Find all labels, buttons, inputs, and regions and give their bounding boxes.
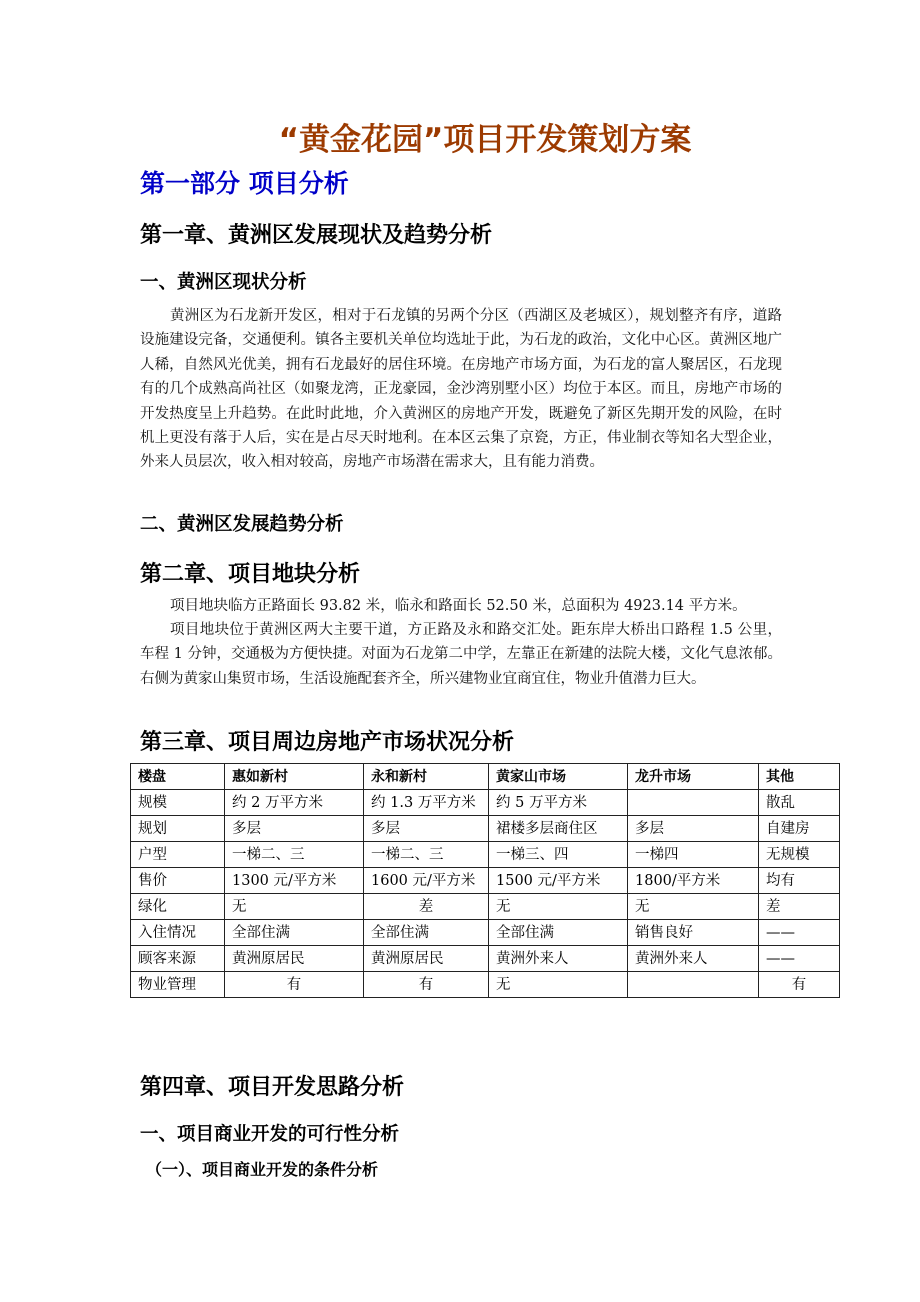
table-cell: 全部住满 — [364, 920, 489, 946]
table-cell: 顾客来源 — [131, 946, 225, 972]
table-cell: 约 5 万平方米 — [489, 790, 628, 816]
table-cell: 均有 — [759, 868, 840, 894]
table-cell: 无规模 — [759, 842, 840, 868]
table-cell: 差 — [759, 894, 840, 920]
table-header-cell: 永和新村 — [364, 764, 489, 790]
table-cell: 绿化 — [131, 894, 225, 920]
table-cell: 约 1.3 万平方米 — [364, 790, 489, 816]
table-cell: 自建房 — [759, 816, 840, 842]
table-cell: 多层 — [364, 816, 489, 842]
table-row — [131, 946, 840, 972]
table-cell: 全部住满 — [225, 920, 364, 946]
table-cell: 有 — [759, 972, 840, 998]
table-cell: 有 — [225, 972, 364, 998]
table-row — [131, 972, 840, 998]
table-cell: 规划 — [131, 816, 225, 842]
chapter1-section1-heading: 一、黄洲区现状分析 — [140, 272, 307, 293]
table-cell: 无 — [225, 894, 364, 920]
table-cell: 散乱 — [759, 790, 840, 816]
table-header-cell: 惠如新村 — [225, 764, 364, 790]
table-cell: 1300 元/平方米 — [225, 868, 364, 894]
table-cell: 多层 — [628, 816, 759, 842]
table-header-cell: 黄家山市场 — [489, 764, 628, 790]
table-cell: 1500 元/平方米 — [489, 868, 628, 894]
part-heading: 第一部分 项目分析 — [140, 169, 349, 198]
table-header-cell: 其他 — [759, 764, 840, 790]
chapter4-section1-heading: 一、项目商业开发的可行性分析 — [140, 1124, 400, 1145]
chapter1-heading: 第一章、黄洲区发展现状及趋势分析 — [140, 223, 493, 248]
table-cell: 1800/平方米 — [628, 868, 759, 894]
table-cell: 全部住满 — [489, 920, 628, 946]
table-cell: 无 — [489, 972, 628, 998]
chapter4-heading: 第四章、项目开发思路分析 — [140, 1075, 405, 1100]
table-cell: 裙楼多层商住区 — [489, 816, 628, 842]
chapter1-section2-heading: 二、黄洲区发展趋势分析 — [140, 514, 344, 535]
table-cell: 一梯三、四 — [489, 842, 628, 868]
table-cell: 物业管理 — [131, 972, 225, 998]
table-cell: 黄洲原居民 — [364, 946, 489, 972]
table-header-cell: 龙升市场 — [628, 764, 759, 790]
chapter2-heading: 第二章、项目地块分析 — [140, 562, 361, 587]
chapter4-subsection1-heading: （一）、项目商业开发的条件分析 — [146, 1160, 379, 1179]
table-cell: —— — [759, 920, 840, 946]
table-cell: 无 — [489, 894, 628, 920]
table-cell: 规模 — [131, 790, 225, 816]
table-cell: 有 — [364, 972, 489, 998]
table-cell: 一梯二、三 — [364, 842, 489, 868]
table-cell: 黄洲外来人 — [628, 946, 759, 972]
table-header-cell: 楼盘 — [131, 764, 225, 790]
table-row — [131, 842, 840, 868]
table-cell: 户型 — [131, 842, 225, 868]
table-cell: 差 — [364, 894, 489, 920]
table-row — [131, 816, 840, 842]
chapter3-heading: 第三章、项目周边房地产市场状况分析 — [140, 730, 515, 755]
table-cell: 多层 — [225, 816, 364, 842]
table-row — [131, 894, 840, 920]
table-cell: 销售良好 — [628, 920, 759, 946]
market-comparison-table — [130, 763, 840, 998]
table-row — [131, 868, 840, 894]
table-cell: 无 — [628, 894, 759, 920]
table-cell: 黄洲外来人 — [489, 946, 628, 972]
chapter2-paragraph-1: 项目地块临方正路面长 93.82 米，临永和路面长 52.50 米，总面积为 4923.14 平方米。 — [170, 598, 747, 614]
table-cell: 入住情况 — [131, 920, 225, 946]
table-cell: 约 2 万平方米 — [225, 790, 364, 816]
table-row — [131, 790, 840, 816]
chapter2-paragraph-2: 项目地块位于黄洲区两大主要干道，方正路及永和路交汇处。距东岸大桥出口路程 1.5 公里，车程 1 分钟，交通极为方便快捷。对面为石龙第二中学，左靠正在新建的法院大楼，文化气息浓郁。右侧为黄家山集贸市场，生活设施配套齐全，所兴建物业宜商宜住，物业升值潜力巨大。 — [140, 622, 782, 687]
table-row — [131, 920, 840, 946]
table-cell: 售价 — [131, 868, 225, 894]
table-cell — [628, 972, 759, 998]
table-cell — [628, 790, 759, 816]
table-cell: 一梯二、三 — [225, 842, 364, 868]
document-title: “黄金花园”项目开发策划方案 — [278, 122, 692, 158]
chapter1-section1-paragraph: 黄洲区为石龙新开发区，相对于石龙镇的另两个分区（西湖区及老城区），规划整齐有序，道路设施建设完备，交通便利。镇各主要机关单位均选址于此，为石龙的政治，文化中心区。黄洲区地广人稀，自然风光优美，拥有石龙最好的居住环境。在房地产市场方面，为石龙的富人聚居区，石龙现有的几个成熟高尚社区（如聚龙湾，正龙豪园，金沙湾别墅小区）均位于本区。而且，房地产市场的开发热度呈上升趋势。在此时此地，介入黄洲区的房地产开发，既避免了新区先期开发的风险，在时机上更没有落于人后，实在是占尽天时地利。在本区云集了京瓷，方正，伟业制衣等知名大型企业，外来人员层次，收入相对较高，房地产市场潜在需求大，且有能力消费。 — [140, 308, 782, 471]
table-cell: 黄洲原居民 — [225, 946, 364, 972]
table-cell: 一梯四 — [628, 842, 759, 868]
table-cell: —— — [759, 946, 840, 972]
table-header-row — [131, 764, 840, 790]
table-cell: 1600 元/平方米 — [364, 868, 489, 894]
